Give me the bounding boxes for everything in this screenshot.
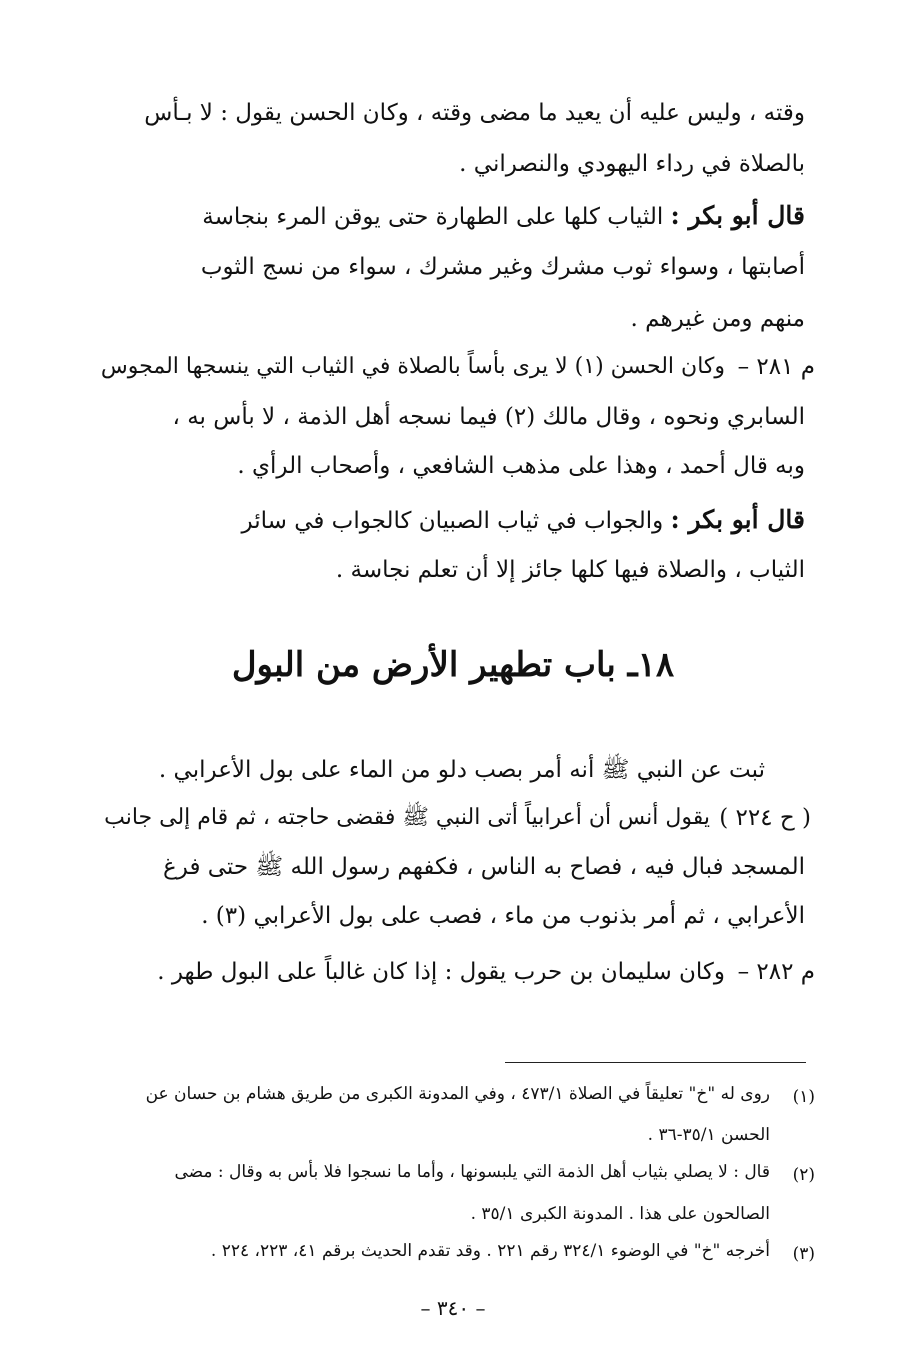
footnote-2-line-2: الصالحون على هذا . المدونة الكبرى ٣٥/١ . [470,1204,770,1224]
footnote-separator [505,1062,806,1063]
p4-line-1-text: والجواب في ثياب الصبيان كالجواب في سائر [241,508,664,534]
p1-line-2: بالصلاة في رداء اليهودي والنصراني . [459,151,805,177]
p3-line-1: وكان الحسن (١) لا يرى بأساً بالصلاة في الثياب التي ينسجها المجوس [100,354,725,379]
p5-line-1: ثبت عن النبي ﷺ أنه أمر بصب دلو من الماء على بول الأعرابي . [158,757,765,783]
p4-line-2: الثياب ، والصلاة فيها كلها جائز إلا أن تعلم نجاسة . [335,557,805,583]
masalah-number-282: م ٢٨٢ – [737,959,815,985]
footnote-3-line-1: أخرجه "خ" في الوضوء ٣٢٤/١ رقم ٢٢١ . وقد تقدم الحديث برقم ٤١، ٢٢٣، ٢٢٤ . [210,1241,770,1261]
p2-line-2: أصابتها ، وسواء ثوب مشرك وغير مشرك ، سواء من نسج الثوب [200,254,805,280]
footnote-2-line-1: قال : لا يصلي بثياب أهل الذمة التي يلبسونها ، وأما ما نسجوا فلا بأس به وقال : مضى [174,1162,770,1182]
masalah-number-281: م ٢٨١ – [737,354,815,380]
p2-line-1-text: الثياب كلها على الطهارة حتى يوقن المرء بنجاسة [202,204,664,230]
p3-line-2: السابري ونحوه ، وقال مالك (٢) فيما نسجه أهل الذمة ، لا بأس به ، [172,404,805,430]
page-number: – ٣٤٠ – [420,1296,486,1320]
p2-line-3: منهم ومن غيرهم . [630,306,805,332]
footnote-1-line-2: الحسن ٣٥/١-٣٦ . [647,1125,770,1145]
p6-line-2: المسجد فبال فيه ، فصاح به الناس ، فكفهم رسول الله ﷺ حتى فرغ [163,854,805,880]
speaker-label: قال أبو بكر : [670,201,805,230]
p4-line-1 [242,503,805,538]
speaker-label-2: قال أبو بكر : [670,505,805,534]
p6-line-3: الأعرابي ، ثم أمر بذنوب من ماء ، فصب على بول الأعرابي (٣) . [201,903,805,929]
p2-line-1 [202,199,805,234]
p3-line-3: وبه قال أحمد ، وهذا على مذهب الشافعي ، وأصحاب الرأي . [237,453,805,479]
p6-line-1: يقول أنس أن أعرابياً أتى النبي ﷺ فقضى حاجته ، ثم قام إلى جانب [104,805,710,830]
footnote-1-line-1: روى له "خ" تعليقاً في الصلاة ٤٧٣/١ ، وفي المدونة الكبرى من طريق هشام بن حسان عن [145,1084,770,1104]
footnote-2-marker: (٢) [792,1165,815,1185]
hadith-number-224: ( ح ٢٢٤ ) [719,805,811,831]
p7-line-1: وكان سليمان بن حرب يقول : إذا كان غالباً على البول طهر . [157,959,725,985]
footnote-3-marker: (٣) [792,1244,815,1264]
chapter-heading: ١٨ـ باب تطهير الأرض من البول [231,645,675,685]
p1-line-1: وقته ، وليس عليه أن يعيد ما مضى وقته ، وكان الحسن يقول : لا بـأس [144,100,805,126]
footnote-1-marker: (١) [792,1087,815,1107]
